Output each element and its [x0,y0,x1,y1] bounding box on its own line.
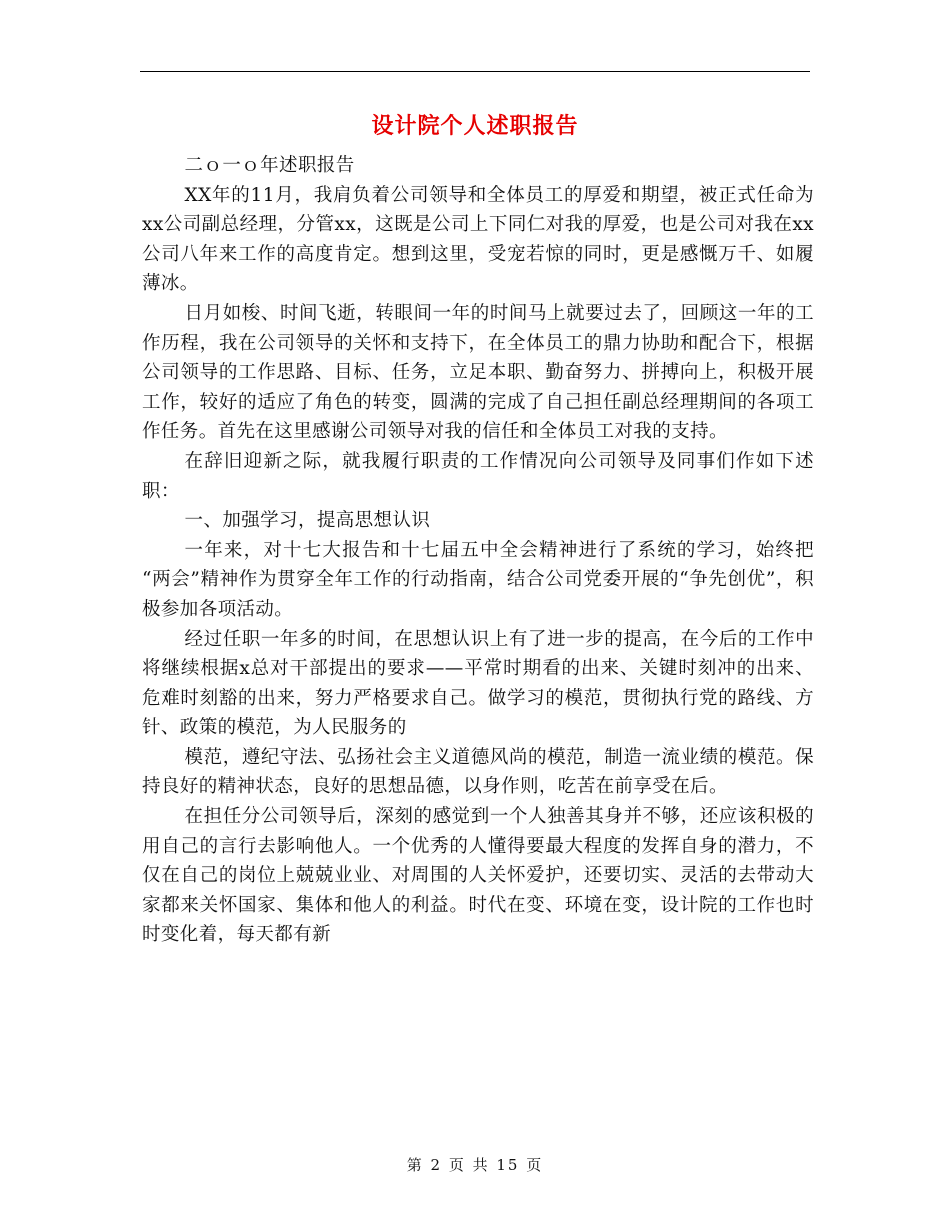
page-number-footer: 第 2 页 共 15 页 [406,1156,544,1174]
header-rule [140,71,810,72]
document-body [142,151,814,950]
paragraph: 一年来，对十七大报告和十七届五中全会精神进行了系统的学习，始终把 “两会”精神作为贯穿全年工作的行动指南，结合公司党委开展的“争先创优”，积极参加各项活动。 [142,539,814,620]
paragraph: 在担任分公司领导后，深刻的感觉到一个人独善其身并不够，还应该积极的用自己的言行去影响他人。一个优秀的人懂得要最大程度的发挥自身的潜力，不仅在自己的岗位上兢兢业业、对周围的人关怀爱护，还要切实、灵活的去带动大家都来关怀国家、集体和他人的利益。时代在变、环境在变，设计院的工作也时时变化着，每天都有新 [142,806,814,946]
paragraph: XX年的11月，我肩负着公司领导和全体员工的厚爱和期望，被正式任命为xx公司副总经理，分管xx，这既是公司上下同仁对我的厚爱，也是公司对我在xx公司八年来工作的高度肯定。想到这里，受宠若惊的同时，更是感慨万千、如履薄冰。 [142,184,814,295]
paragraph: 日月如梭、时间飞逝，转眼间一年的时间马上就要过去了，回顾这一年的工作历程，我在公司领导的关怀和支持下，在全体员工的鼎力协助和配合下，根据公司领导的工作思路、目标、任务，立足本职、勤奋努力、拼搏向上，积极开展工作，较好的适应了角色的转变，圆满的完成了自己担任副总经理期间的各项工作任务。首先在这里感谢公司领导对我的信任和全体员工对我的支持。 [142,302,814,443]
paragraph: 模范，遵纪守法、弘扬社会主义道德风尚的模范，制造一流业绩的模范。保持良好的精神状态，良好的思想品德，以身作则，吃苦在前享受在后。 [142,746,814,798]
document-title: 设计院个人述职报告 [371,113,579,139]
paragraph-subtitle: 二ｏ一ｏ年述职报告 [184,155,355,176]
paragraph: 在辞旧迎新之际，就我履行职责的工作情况向公司领导及同事们作如下述职： [142,450,814,502]
section-heading: 一、加强学习，提高思想认识 [184,510,431,532]
paragraph: 经过任职一年多的时间，在思想认识上有了进一步的提高，在今后的工作中将继续根据x总对干部提出的要求——平常时期看的出来、关键时刻冲的出来、危难时刻豁的出来，努力严格要求自己。做学习的模范，贯彻执行党的路线、方针、政策的模范，为人民服务的 [142,628,814,739]
